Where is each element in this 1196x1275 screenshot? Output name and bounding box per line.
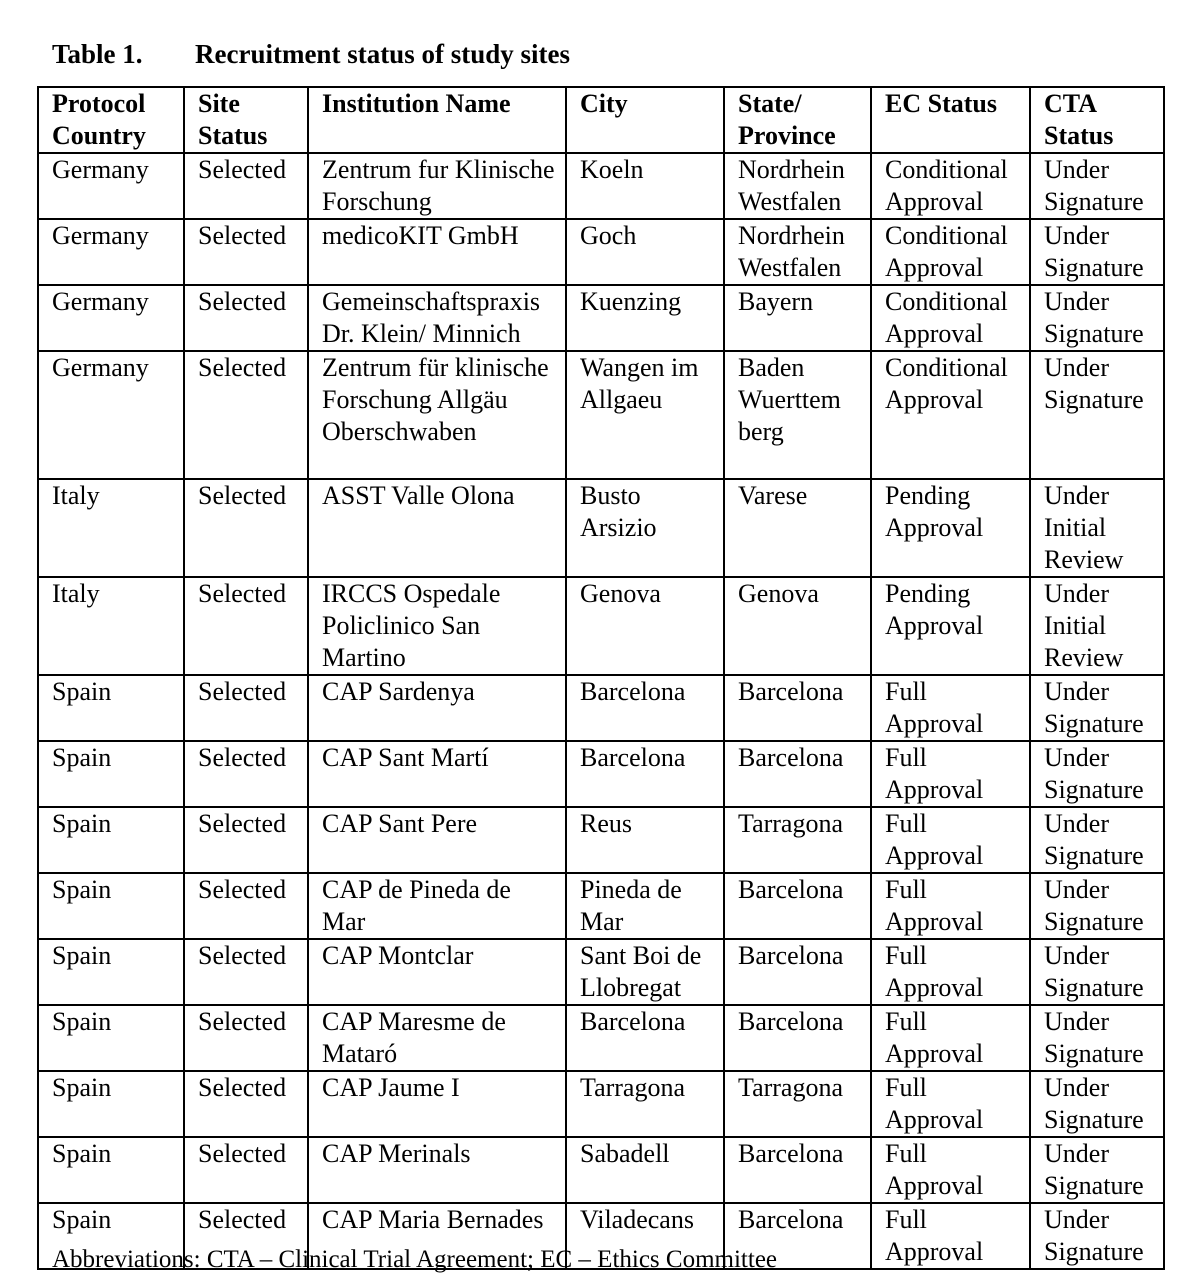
- cell-cta-status: Under Signature: [1030, 807, 1164, 873]
- cell-state-province: Barcelona: [724, 1203, 871, 1269]
- table-row: [38, 351, 1164, 479]
- table-row: [38, 153, 1164, 219]
- table-row: [38, 577, 1164, 675]
- cell-city: Wangen im Allgaeu: [566, 351, 724, 479]
- cell-site-status: Selected: [184, 1071, 308, 1137]
- table-row: [38, 479, 1164, 577]
- cell-protocol-country: Spain: [38, 741, 184, 807]
- cell-cta-status: Under Signature: [1030, 1005, 1164, 1071]
- cell-protocol-country: Germany: [38, 219, 184, 285]
- cell-protocol-country: Spain: [38, 1137, 184, 1203]
- cell-ec-status: Full Approval: [871, 939, 1030, 1005]
- cell-state-province: Barcelona: [724, 873, 871, 939]
- cell-state-province: Varese: [724, 479, 871, 577]
- table-row: [38, 285, 1164, 351]
- cell-ec-status: Conditional Approval: [871, 153, 1030, 219]
- cell-cta-status: Under Signature: [1030, 285, 1164, 351]
- cell-ec-status: Full Approval: [871, 1005, 1030, 1071]
- cell-site-status: Selected: [184, 1005, 308, 1071]
- cell-ec-status: Pending Approval: [871, 479, 1030, 577]
- cell-state-province: Nordrhein Westfalen: [724, 153, 871, 219]
- cell-ec-status: Full Approval: [871, 807, 1030, 873]
- cell-cta-status: Under Signature: [1030, 675, 1164, 741]
- table-number: Table 1.: [52, 39, 143, 69]
- cell-institution-name: CAP de Pineda de Mar: [308, 873, 566, 939]
- cell-protocol-country: Spain: [38, 1071, 184, 1137]
- cell-state-province: Tarragona: [724, 807, 871, 873]
- cell-site-status: Selected: [184, 479, 308, 577]
- cell-state-province: Tarragona: [724, 1071, 871, 1137]
- cell-protocol-country: Spain: [38, 873, 184, 939]
- cell-protocol-country: Spain: [38, 807, 184, 873]
- cell-ec-status: Full Approval: [871, 741, 1030, 807]
- cell-institution-name: Gemeinschaftspraxis Dr. Klein/ Minnich: [308, 285, 566, 351]
- cell-site-status: Selected: [184, 873, 308, 939]
- table-row: [38, 873, 1164, 939]
- cell-protocol-country: Germany: [38, 351, 184, 479]
- cell-state-province: Barcelona: [724, 741, 871, 807]
- cell-state-province: Barcelona: [724, 1137, 871, 1203]
- cell-city: Barcelona: [566, 741, 724, 807]
- table-row: [38, 939, 1164, 1005]
- table-title: Recruitment status of study sites: [195, 39, 570, 69]
- cell-site-status: Selected: [184, 285, 308, 351]
- cell-institution-name: CAP Sant Pere: [308, 807, 566, 873]
- cell-institution-name: ASST Valle Olona: [308, 479, 566, 577]
- header-city: City: [566, 87, 724, 153]
- cell-ec-status: Full Approval: [871, 1071, 1030, 1137]
- cell-city: Busto Arsizio: [566, 479, 724, 577]
- recruitment-status-table: [37, 86, 1165, 1270]
- table-row: [38, 807, 1164, 873]
- header-state-province: State/ Province: [724, 87, 871, 153]
- cell-institution-name: CAP Jaume I: [308, 1071, 566, 1137]
- cell-city: Goch: [566, 219, 724, 285]
- cell-state-province: Barcelona: [724, 939, 871, 1005]
- header-protocol-country: Protocol Country: [38, 87, 184, 153]
- cell-site-status: Selected: [184, 153, 308, 219]
- cell-cta-status: Under Initial Review: [1030, 577, 1164, 675]
- table-header-row: [38, 87, 1164, 153]
- table-row: [38, 219, 1164, 285]
- cell-cta-status: Under Signature: [1030, 1071, 1164, 1137]
- cell-site-status: Selected: [184, 351, 308, 479]
- cell-city: Barcelona: [566, 675, 724, 741]
- table-row: [38, 1137, 1164, 1203]
- cell-cta-status: Under Signature: [1030, 873, 1164, 939]
- cell-cta-status: Under Signature: [1030, 351, 1164, 479]
- cell-city: Genova: [566, 577, 724, 675]
- header-site-status: Site Status: [184, 87, 308, 153]
- header-institution-name: Institution Name: [308, 87, 566, 153]
- cell-cta-status: Under Signature: [1030, 1137, 1164, 1203]
- cell-cta-status: Under Signature: [1030, 1203, 1164, 1269]
- cell-site-status: Selected: [184, 741, 308, 807]
- cell-protocol-country: Italy: [38, 577, 184, 675]
- cell-site-status: Selected: [184, 577, 308, 675]
- cell-institution-name: Zentrum für klinische Forschung Allgäu Oberschwaben: [308, 351, 566, 479]
- cell-city: Kuenzing: [566, 285, 724, 351]
- cell-site-status: Selected: [184, 939, 308, 1005]
- cell-ec-status: Conditional Approval: [871, 219, 1030, 285]
- cell-institution-name: CAP Merinals: [308, 1137, 566, 1203]
- cell-cta-status: Under Signature: [1030, 219, 1164, 285]
- cell-institution-name: Zentrum fur Klinische Forschung: [308, 153, 566, 219]
- cell-ec-status: Conditional Approval: [871, 351, 1030, 479]
- cell-institution-name: CAP Sardenya: [308, 675, 566, 741]
- cell-institution-name: CAP Maria Bernades: [308, 1203, 566, 1269]
- cell-city: Tarragona: [566, 1071, 724, 1137]
- cell-ec-status: Full Approval: [871, 675, 1030, 741]
- header-cta-status: CTA Status: [1030, 87, 1164, 153]
- cell-protocol-country: Spain: [38, 1005, 184, 1071]
- cell-institution-name: CAP Maresme de Mataró: [308, 1005, 566, 1071]
- cell-cta-status: Under Signature: [1030, 939, 1164, 1005]
- cell-institution-name: CAP Sant Martí: [308, 741, 566, 807]
- cell-state-province: Bayern: [724, 285, 871, 351]
- table-row: [38, 1071, 1164, 1137]
- cell-state-province: Barcelona: [724, 1005, 871, 1071]
- cell-state-province: Genova: [724, 577, 871, 675]
- cell-ec-status: Full Approval: [871, 1203, 1030, 1269]
- cell-city: Barcelona: [566, 1005, 724, 1071]
- cell-city: Viladecans: [566, 1203, 724, 1269]
- cell-ec-status: Pending Approval: [871, 577, 1030, 675]
- cell-city: Pineda de Mar: [566, 873, 724, 939]
- cell-cta-status: Under Initial Review: [1030, 479, 1164, 577]
- cell-protocol-country: Spain: [38, 1203, 184, 1269]
- cell-state-province: Barcelona: [724, 675, 871, 741]
- cell-ec-status: Full Approval: [871, 873, 1030, 939]
- cell-protocol-country: Spain: [38, 939, 184, 1005]
- table-row: [38, 1005, 1164, 1071]
- cell-site-status: Selected: [184, 219, 308, 285]
- cell-protocol-country: Spain: [38, 675, 184, 741]
- cell-protocol-country: Germany: [38, 153, 184, 219]
- cell-protocol-country: Germany: [38, 285, 184, 351]
- cell-city: Sabadell: [566, 1137, 724, 1203]
- cell-site-status: Selected: [184, 675, 308, 741]
- cell-site-status: Selected: [184, 1203, 308, 1269]
- cell-city: Koeln: [566, 153, 724, 219]
- abbreviations-footnote: Abbreviations: CTA – Clinical Trial Agreement; EC – Ethics Committee: [52, 1246, 778, 1273]
- cell-cta-status: Under Signature: [1030, 741, 1164, 807]
- cell-institution-name: IRCCS Ospedale Policlinico San Martino: [308, 577, 566, 675]
- table-caption: [52, 36, 570, 72]
- cell-ec-status: Full Approval: [871, 1137, 1030, 1203]
- cell-city: Sant Boi de Llobregat: [566, 939, 724, 1005]
- cell-site-status: Selected: [184, 807, 308, 873]
- cell-state-province: Nordrhein Westfalen: [724, 219, 871, 285]
- table-row: [38, 675, 1164, 741]
- cell-institution-name: medicoKIT GmbH: [308, 219, 566, 285]
- cell-ec-status: Conditional Approval: [871, 285, 1030, 351]
- table-row: [38, 741, 1164, 807]
- header-ec-status: EC Status: [871, 87, 1030, 153]
- cell-protocol-country: Italy: [38, 479, 184, 577]
- cell-institution-name: CAP Montclar: [308, 939, 566, 1005]
- cell-state-province: Baden Wuerttem berg: [724, 351, 871, 479]
- cell-cta-status: Under Signature: [1030, 153, 1164, 219]
- cell-site-status: Selected: [184, 1137, 308, 1203]
- cell-city: Reus: [566, 807, 724, 873]
